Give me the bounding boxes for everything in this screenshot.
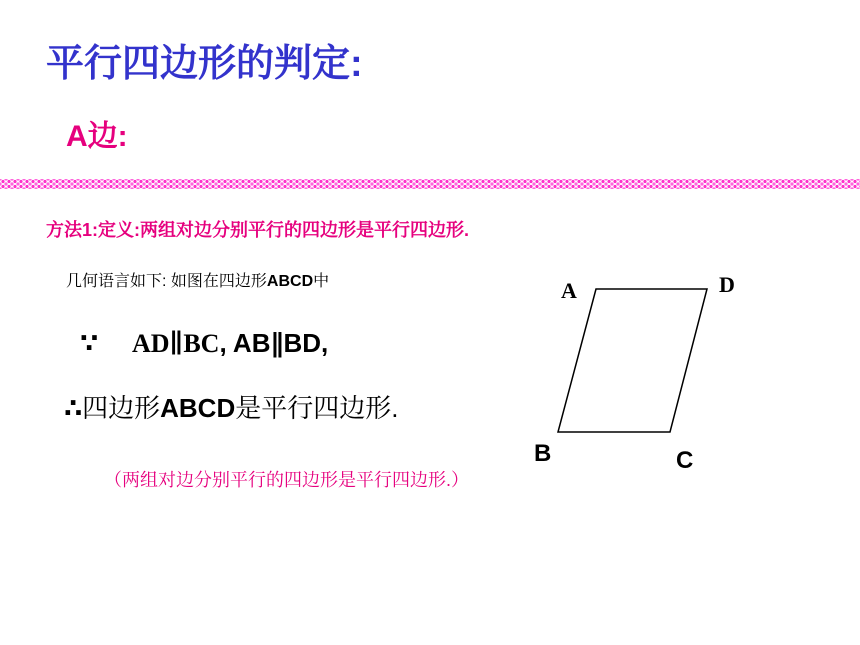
therefore-symbol: ∴	[64, 394, 83, 424]
therefore-figure-name: ABCD	[160, 393, 236, 423]
because-part1: AD∥BC	[132, 329, 220, 358]
therefore-statement	[64, 388, 398, 425]
because-symbol: ∵	[80, 329, 99, 359]
geometry-language-suffix: 中	[313, 273, 330, 290]
method-definition: 方法1:定义:两组对边分别平行的四边形是平行四边形.	[46, 220, 469, 240]
vertex-label-c: C	[676, 447, 694, 474]
therefore-prefix: 四边形	[82, 393, 161, 423]
vertex-label-d: D	[719, 272, 735, 297]
because-statement	[80, 328, 328, 359]
page-title: 平行四边形的判定:	[46, 43, 363, 85]
geometry-language-line	[66, 268, 329, 291]
therefore-suffix: 是平行四边形.	[235, 393, 399, 423]
vertex-label-a: A	[561, 278, 577, 303]
dotted-divider	[0, 179, 860, 189]
vertex-label-b: B	[534, 440, 552, 467]
pink-note: （两组对边分别平行的四边形是平行四边形.）	[104, 470, 469, 490]
parallelogram-figure	[520, 260, 760, 480]
geometry-language-prefix: 几何语言如下: 如图在四边形	[66, 273, 267, 290]
geometry-language-figure-name: ABCD	[266, 273, 314, 290]
because-part2: , AB∥BD,	[219, 328, 329, 358]
parallelogram-shape	[558, 289, 707, 432]
section-subtitle: A边:	[66, 120, 128, 153]
